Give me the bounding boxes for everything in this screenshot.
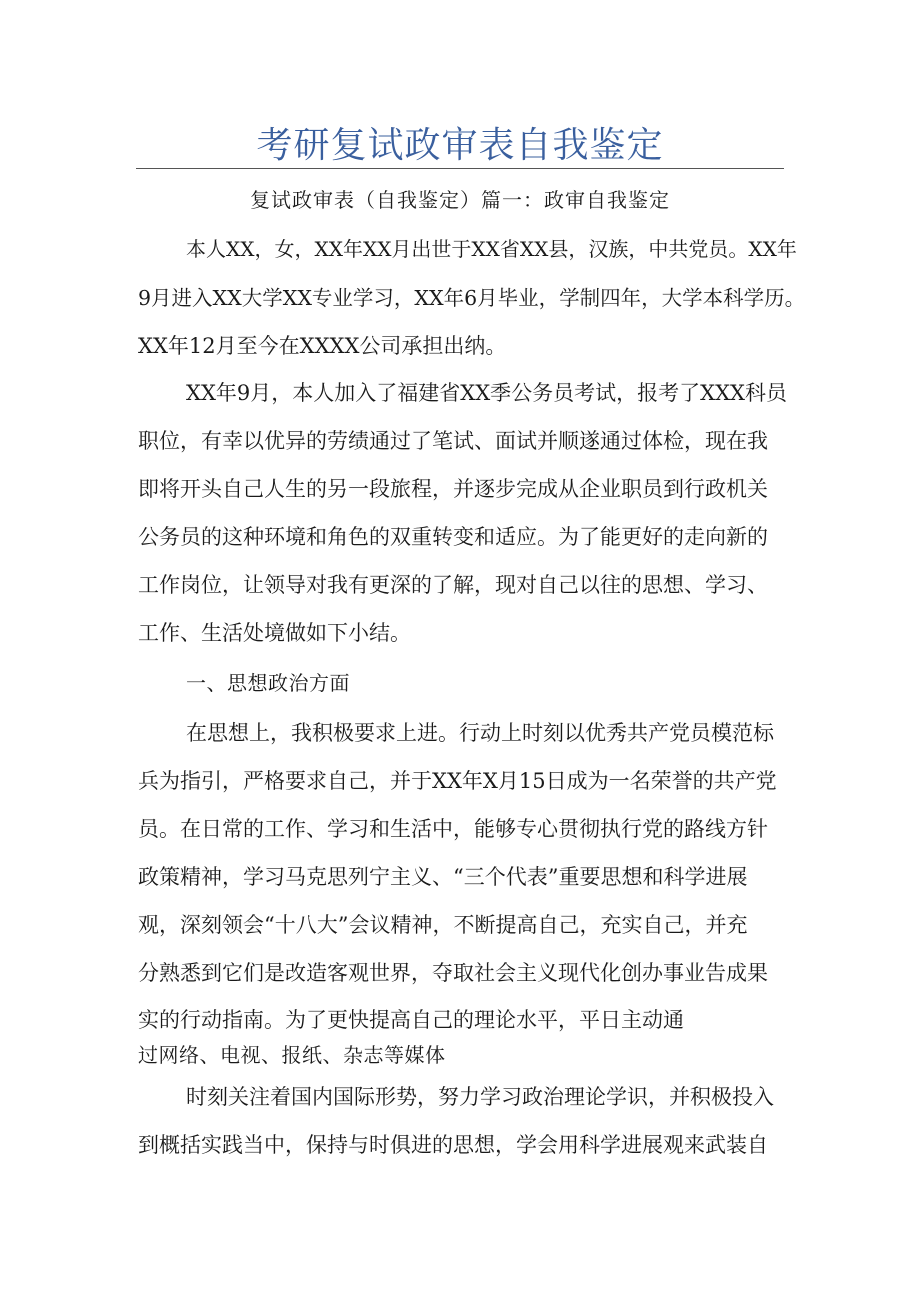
document-subtitle: 复试政审表（自我鉴定）篇一：政审自我鉴定 bbox=[250, 188, 670, 212]
paragraph-line: 即将开头自己人生的另一段旅程，并逐步完成从企业职员到行政机关 bbox=[138, 477, 768, 501]
paragraph-line: 兵为指引，严格要求自己，并于XX年X月15日成为一名荣誉的共产党 bbox=[138, 769, 777, 793]
paragraph-line: 过网络、电视、报纸、杂志等媒体 bbox=[138, 1043, 446, 1067]
document-title: 考研复试政审表自我鉴定 bbox=[256, 125, 664, 166]
paragraph-line: 分熟悉到它们是改造客观世界，夺取社会主义现代化创办事业告成果 bbox=[138, 961, 768, 985]
paragraph-line: 9月进入XX大学XX专业学习，XX年6月毕业，学制四年，大学本科学历。 bbox=[138, 286, 806, 310]
paragraph-line: 在思想上，我积极要求上进。行动上时刻以优秀共产党员模范标 bbox=[186, 721, 774, 745]
paragraph-line: 员。在日常的工作、学习和生活中，能够专心贯彻执行党的路线方针 bbox=[138, 817, 768, 841]
section-heading: 一、思想政治方面 bbox=[186, 671, 350, 695]
title-divider bbox=[136, 168, 784, 169]
paragraph-line: 公务员的这种环境和角色的双重转变和适应。为了能更好的走向新的 bbox=[138, 525, 768, 549]
paragraph-line: 工作、生活处境做如下小结。 bbox=[138, 621, 411, 645]
paragraph-line: 政策精神，学习马克思列宁主义、“三个代表”重要思想和科学进展 bbox=[138, 865, 748, 889]
paragraph-line: 本人XX，女，XX年XX月出世于XX省XX县，汉族，中共党员。XX年 bbox=[186, 237, 797, 261]
paragraph-line: 职位，有幸以优异的劳绩通过了笔试、面试并顺遂通过体检，现在我 bbox=[138, 429, 768, 453]
paragraph-line: 工作岗位，让领导对我有更深的了解，现对自己以往的思想、学习、 bbox=[138, 573, 768, 597]
paragraph-line: 时刻关注着国内国际形势，努力学习政治理论学识，并积极投入 bbox=[186, 1085, 774, 1109]
paragraph-line: 到概括实践当中，保持与时俱进的思想，学会用科学进展观来武装自 bbox=[138, 1133, 768, 1157]
paragraph-line: XX年12月至今在XXXX公司承担出纳。 bbox=[138, 334, 507, 358]
paragraph-line: XX年9月，本人加入了福建省XX季公务员考试，报考了XXX科员 bbox=[186, 381, 788, 405]
paragraph-line: 实的行动指南。为了更快提高自己的理论水平，平日主动通 bbox=[138, 1008, 684, 1032]
paragraph-line: 观，深刻领会“十八大”会议精神，不断提高自己，充实自己，并充 bbox=[138, 913, 748, 937]
